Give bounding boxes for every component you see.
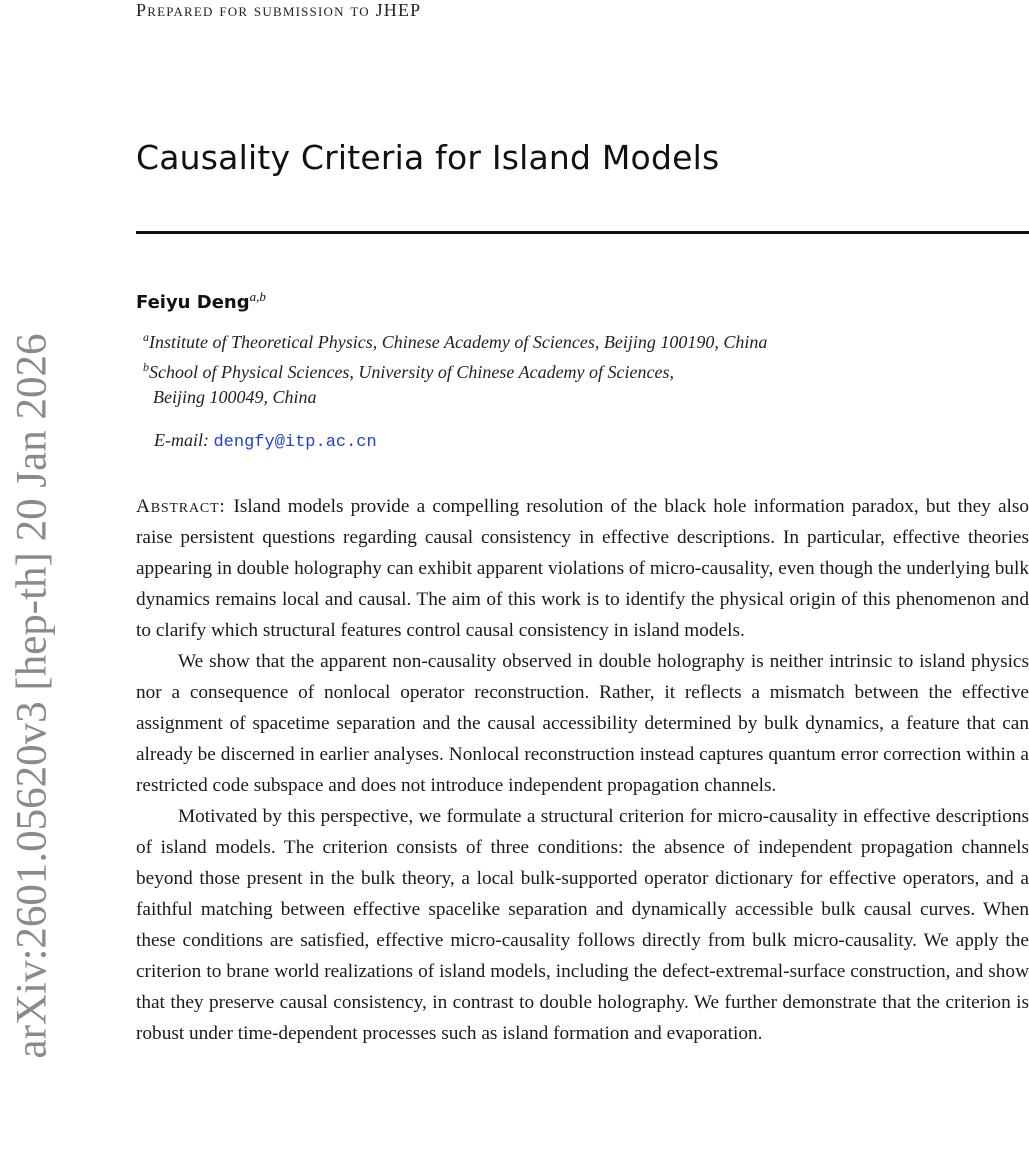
affiliation-mark: a bbox=[143, 330, 149, 344]
affiliation-text: School of Physical Sciences, University of Chinese Academy of Sciences, bbox=[149, 362, 675, 382]
author-affiliation-marks: a,b bbox=[249, 289, 266, 304]
affiliation-b-line2 bbox=[153, 387, 317, 408]
abstract-paragraph: Motivated by this perspective, we formulate a structural criterion for micro-causality in effective descriptions of island models. The criterion consists of three conditions: the absence of independent propagation channels beyond those present in the bulk theory, a local bulk-supported operator dictionary for effective operators, and a faithful matching between effective spacelike separation and dynamically accessible bulk causal curves. When these conditions are satisfied, effective micro-causality follows directly from bulk micro-causality. We apply the criterion to brane world realizations of island models, including the defect-extremal-surface construction, and show that they preserve causal consistency, in contrast to double holography. We further demonstrate that the criterion is robust under time-dependent processes such as island formation and evaporation. bbox=[136, 806, 1029, 1044]
affiliation-a bbox=[143, 330, 767, 353]
abstract-paragraph bbox=[136, 491, 1029, 646]
affiliation-text: Institute of Theoretical Physics, Chinese Academy of Sciences, Beijing 100190, China bbox=[149, 332, 768, 352]
affiliation-text: Beijing 100049, China bbox=[153, 387, 317, 407]
abstract-paragraph: We show that the apparent non-causality observed in double holography is neither intrinsic to island physics nor a consequence of nonlocal operator reconstruction. Rather, it reflects a mismatch between the effective assignment of spacetime separation and the causal accessibility determined by bulk dynamics, a feature that can already be discerned in earlier analyses. Nonlocal reconstruction instead captures quantum error correction within a restricted code subspace and does not introduce independent propagation channels. bbox=[136, 651, 1029, 796]
abstract-text: Island models provide a compelling resolution of the black hole information paradox, but they also raise persistent questions regarding causal consistency in effective descriptions. In particular, effective theories appearing in double holography can exhibit apparent violations of micro-causality, even though the underlying bulk dynamics remains local and causal. The aim of this work is to identify the physical origin of this phenomenon and to clarify which structural features control causal consistency in island models. bbox=[136, 496, 1029, 641]
abstract bbox=[136, 491, 1029, 1049]
paper-title: Causality Criteria for Island Models bbox=[136, 138, 720, 177]
author-line bbox=[136, 289, 266, 313]
submission-header: Prepared for submission to JHEP bbox=[136, 0, 422, 20]
email-link[interactable]: dengfy@itp.ac.cn bbox=[213, 433, 377, 452]
author-name: Feiyu Deng bbox=[136, 292, 250, 313]
abstract-label: Abstract: bbox=[136, 496, 226, 517]
affiliation-b bbox=[143, 360, 674, 383]
title-rule bbox=[136, 231, 1029, 234]
email-line bbox=[154, 430, 377, 452]
email-label: E-mail: bbox=[154, 430, 209, 450]
arxiv-stamp: arXiv:2601.05620v3 [hep-th] 20 Jan 2026 bbox=[8, 333, 56, 1059]
affiliation-mark: b bbox=[143, 360, 149, 374]
